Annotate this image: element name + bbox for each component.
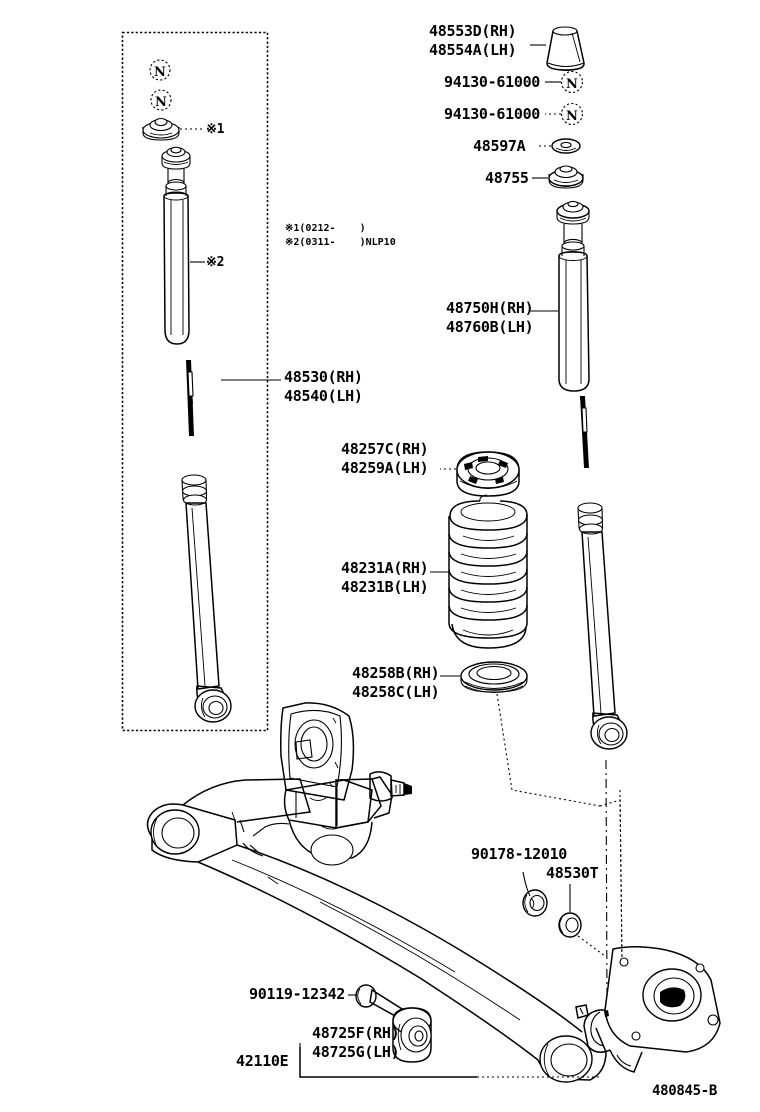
shock-absorber-left [182, 360, 231, 722]
strut-assembly-mark2 [162, 147, 190, 344]
label-bush-48725-lh: 48725G(LH) [312, 1043, 400, 1061]
inset-box [123, 33, 268, 731]
label-bush-48755: 48755 [485, 169, 529, 187]
svg-text:N: N [566, 77, 578, 92]
nut-symbol-2 [151, 90, 171, 110]
label-absorber-left-rh: 48530(RH) [284, 368, 363, 386]
label-dust-cover-lh: 48554A(LH) [429, 41, 517, 59]
spring-insulator-upper [457, 452, 519, 496]
label-nut-upper: 94130-61000 [444, 73, 541, 91]
label-axle-beam: 42110E [236, 1052, 289, 1070]
label-insulator-lower-lh: 48258C(LH) [352, 683, 440, 701]
label-mark2: ※2 [206, 255, 225, 270]
label-insulator-upper-rh: 48257C(RH) [341, 440, 429, 458]
nut-symbol-lower [562, 104, 583, 125]
label-coil-spring-lh: 48231B(LH) [341, 578, 429, 596]
bolt-48530t-part [559, 913, 581, 937]
svg-text:N: N [154, 65, 166, 80]
label-bolt-48530t: 48530T [546, 864, 599, 882]
svg-text:N: N [155, 95, 167, 110]
label-absorber-left-lh: 48540(LH) [284, 387, 363, 405]
dust-cover-part [547, 27, 584, 71]
bushing-mark1-part [143, 119, 179, 141]
label-nut-lower: 94130-61000 [444, 105, 541, 123]
label-dust-cover-rh: 48553D(RH) [429, 22, 517, 40]
shock-absorber-right-rod [578, 396, 627, 749]
label-bolt-90119: 90119-12342 [249, 985, 346, 1003]
coil-spring [449, 495, 527, 648]
torsion-beam-axle [148, 703, 721, 1082]
nut-symbol-upper [562, 72, 583, 93]
label-insulator-lower-rh: 48258B(RH) [352, 664, 440, 682]
nut-90178-part [523, 890, 547, 916]
shock-absorber-right [557, 201, 589, 391]
spring-insulator-lower [461, 662, 527, 693]
nut-symbol-1 [150, 60, 170, 80]
label-insulator-upper-lh: 48259A(LH) [341, 459, 429, 477]
label-coil-spring-rh: 48231A(RH) [341, 559, 429, 577]
bush-48755-part [549, 166, 583, 188]
label-absorber-right-rh: 48750H(RH) [446, 299, 534, 317]
svg-text:N: N [566, 109, 578, 124]
note-line-2: ※2(0311- )NLP10 [285, 237, 396, 248]
label-mark1: ※1 [206, 122, 225, 137]
label-bush-48725-rh: 48725F(RH) [312, 1024, 400, 1042]
washer-part [552, 139, 580, 153]
note-line-1: ※1(0212- ) [285, 223, 366, 234]
figure-code: 480845-B [652, 1083, 718, 1099]
label-nut-90178: 90178-12010 [471, 845, 568, 863]
label-absorber-right-lh: 48760B(LH) [446, 318, 534, 336]
label-washer: 48597A [473, 137, 526, 155]
